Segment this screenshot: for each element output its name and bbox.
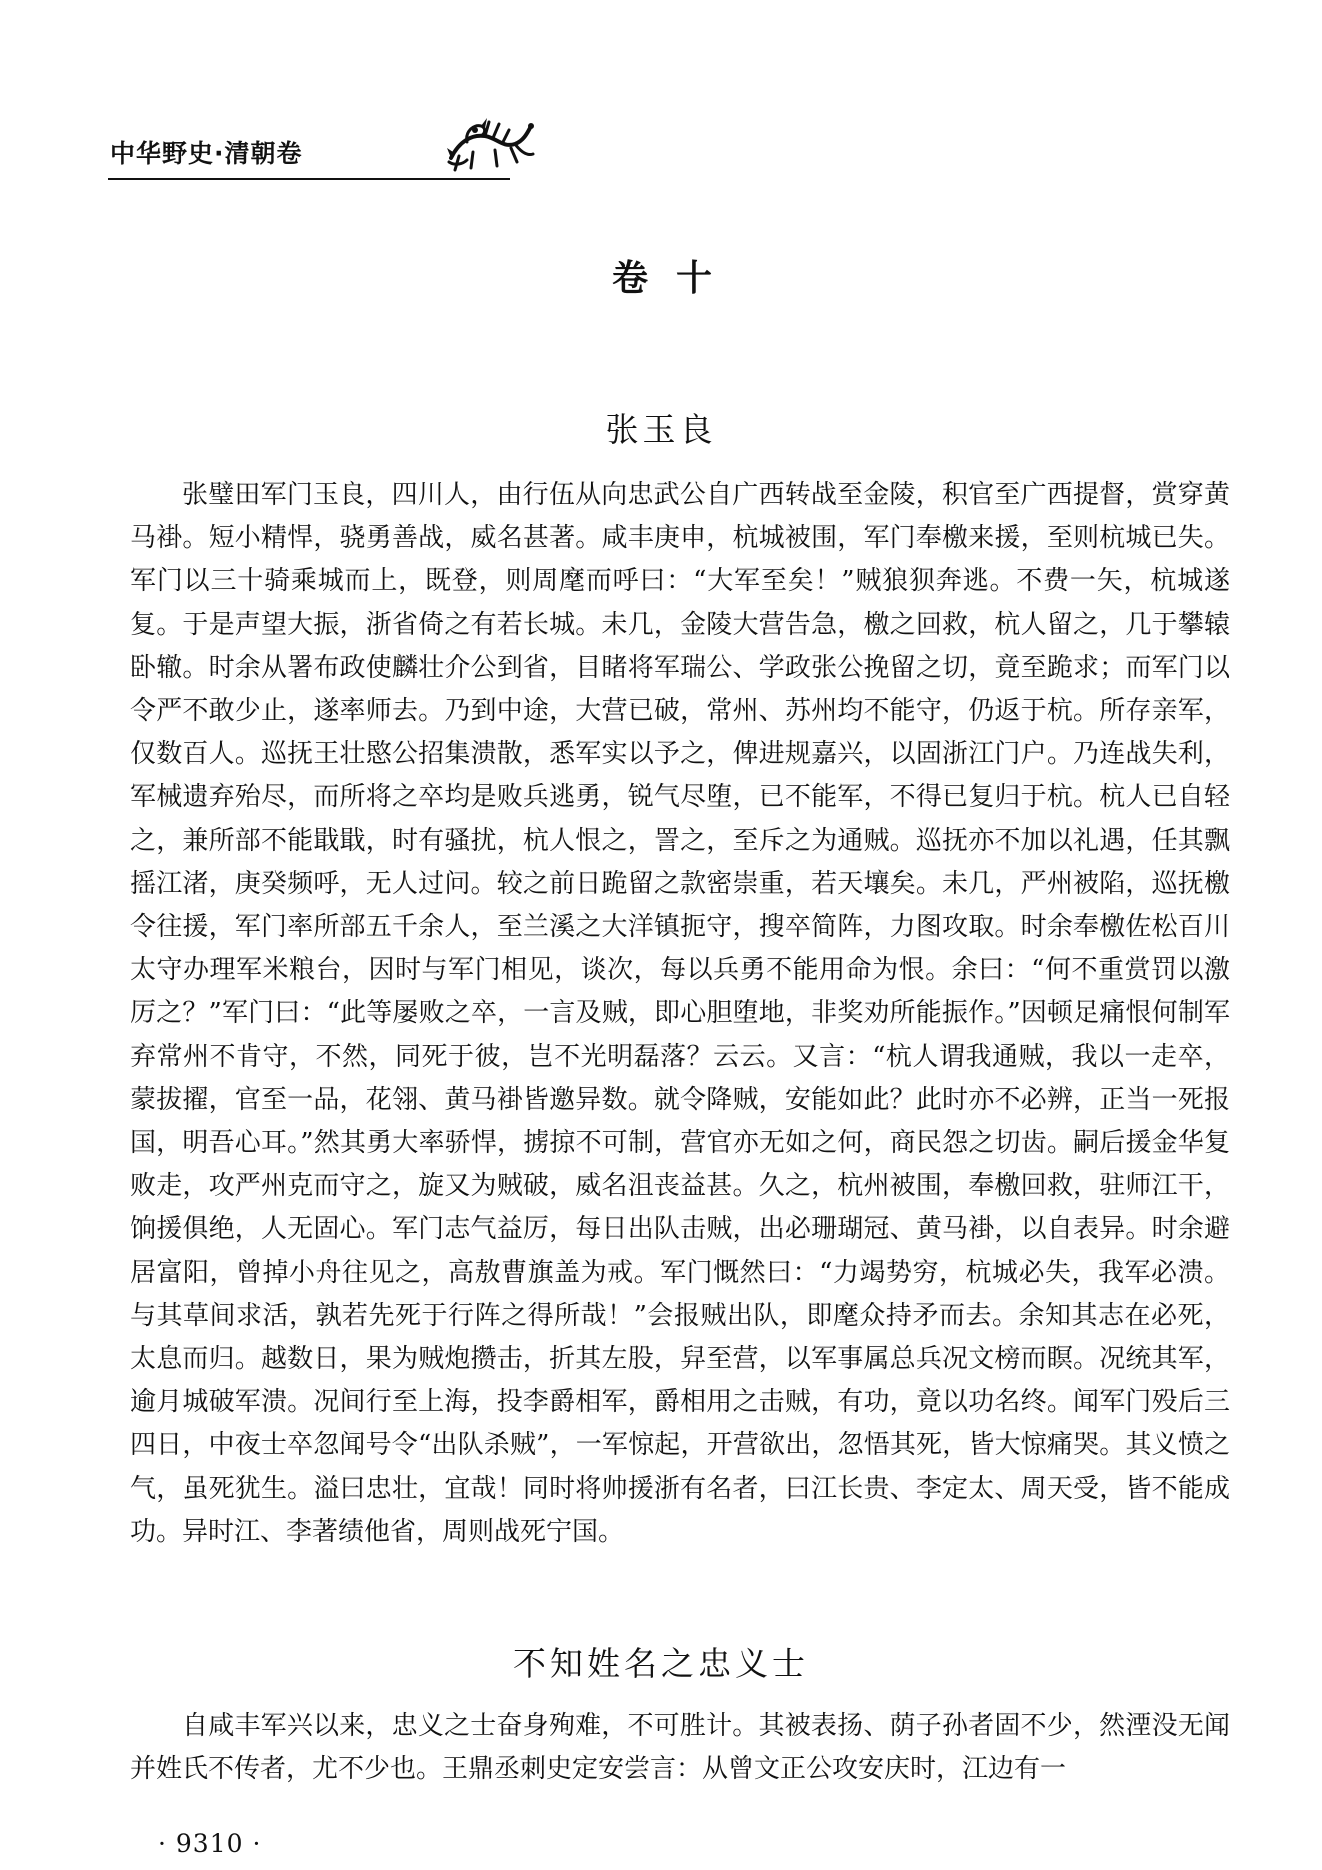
chapter-title: 卷十 bbox=[611, 258, 740, 299]
page-number: · 9310 · bbox=[158, 1829, 262, 1858]
dragon-emblem-icon bbox=[445, 112, 537, 180]
section-paragraph-unknown-loyal-men: 自咸丰军兴以来，忠义之士奋身殉难，不可胜计。其被表扬、荫子孙者固不少，然湮没无闻并姓氏不传者，尤不少也。王鼎丞刺史定安尝言：从曾文正公攻安庆时，江边有一 bbox=[130, 1711, 1230, 1785]
section-title-unknown-loyal-men: 不知姓名之忠义士 bbox=[513, 1644, 809, 1683]
section-title-zhang-yuliang: 张玉良 bbox=[605, 410, 717, 449]
running-title: 中华野史·清朝卷 bbox=[110, 139, 303, 168]
header-rule bbox=[108, 178, 510, 180]
section-paragraph-zhang-yuliang: 张璧田军门玉良，四川人，由行伍从向忠武公自广西转战至金陵，积官至广西提督，赏穿黄马褂。短小精悍，骁勇善战，威名甚著。咸丰庚申，杭城被围，军门奉檄来援，至则杭城已失。军门以三十骑乘城而上，既登，则周麾而呼曰：“大军至矣！”贼狼狈奔逃。不费一矢，杭城遂复。于是声望大振，浙省倚之有若长城。未几，金陵大营告急，檄之回救，杭人留之，几于攀辕卧辙。时余从署布政使麟壮介公到省，目睹将军瑞公、学政张公挽留之切，竟至跪求；而军门以令严不敢少止，遂率师去。乃到中途，大营已破，常州、苏州均不能守，仍返于杭。所存亲军，仅数百人。巡抚王壮愍公招集溃散，悉军实以予之，俾进规嘉兴，以固浙江门户。乃连战失利，军械遗弃殆尽，而所将之卒均是败兵逃勇，锐气尽堕，已不能军，不得已复归于杭。杭人已自轻之，兼所部不能戢戢，时有骚扰，杭人恨之，詈之，至斥之为通贼。巡抚亦不加以礼遇，任其飘摇江渚，庚癸频呼，无人过问。较之前日跪留之款密崇重，若天壤矣。未几，严州被陷，巡抚檄令往援，军门率所部五千余人，至兰溪之大洋镇扼守，搜卒简阵，力图攻取。时余奉檄佐松百川太守办理军米粮台，因时与军门相见，谈次，每以兵勇不能用命为恨。余曰：“何不重赏罚以激厉之？”军门曰：“此等屡败之卒，一言及贼，即心胆堕地，非奖劝所能振作。”因顿足痛恨何制军弃常州不肯守，不然，同死于彼，岂不光明磊落？云云。又言：“杭人谓我通贼，我以一走卒，蒙拔擢，官至一品，花翎、黄马褂皆邀异数。就令降贼，安能如此？此时亦不必辨，正当一死报国，明吾心耳。”然其勇大率骄悍，掳掠不可制，营官亦无如之何，商民怨之切齿。嗣后援金华复败走，攻严州克而守之，旋又为贼破，威名沮丧益甚。久之，杭州被围，奉檄回救，驻师江干，饷援俱绝，人无固心。军门志气益厉，每日出队击贼，出必珊瑚冠、黄马褂，以自表异。时余避居富阳，曾掉小舟往见之，高敖曹旗盖为戒。军门慨然曰：“力竭势穷，杭城必失，我军必溃。与其草间求活，孰若先死于行阵之得所哉！”会报贼出队，即麾众持矛而去。余知其志在必死，太息而归。越数日，果为贼炮攒击，折其左股，舁至营，以军事属总兵况文榜而瞑。况统其军，逾月城破军溃。况间行至上海，投李爵相军，爵相用之击贼，有功，竟以功名终。闻军门殁后三四日，中夜士卒忽闻号令“出队杀贼”，一军惊起，开营欲出，忽悟其死，皆大惊痛哭。其义愤之气，虽死犹生。溢曰忠壮，宜哉！同时将帅援浙有名者，曰江长贵、李定太、周天受，皆不能成功。异时江、李著绩他省，周则战死宁国。 bbox=[130, 480, 1230, 1547]
